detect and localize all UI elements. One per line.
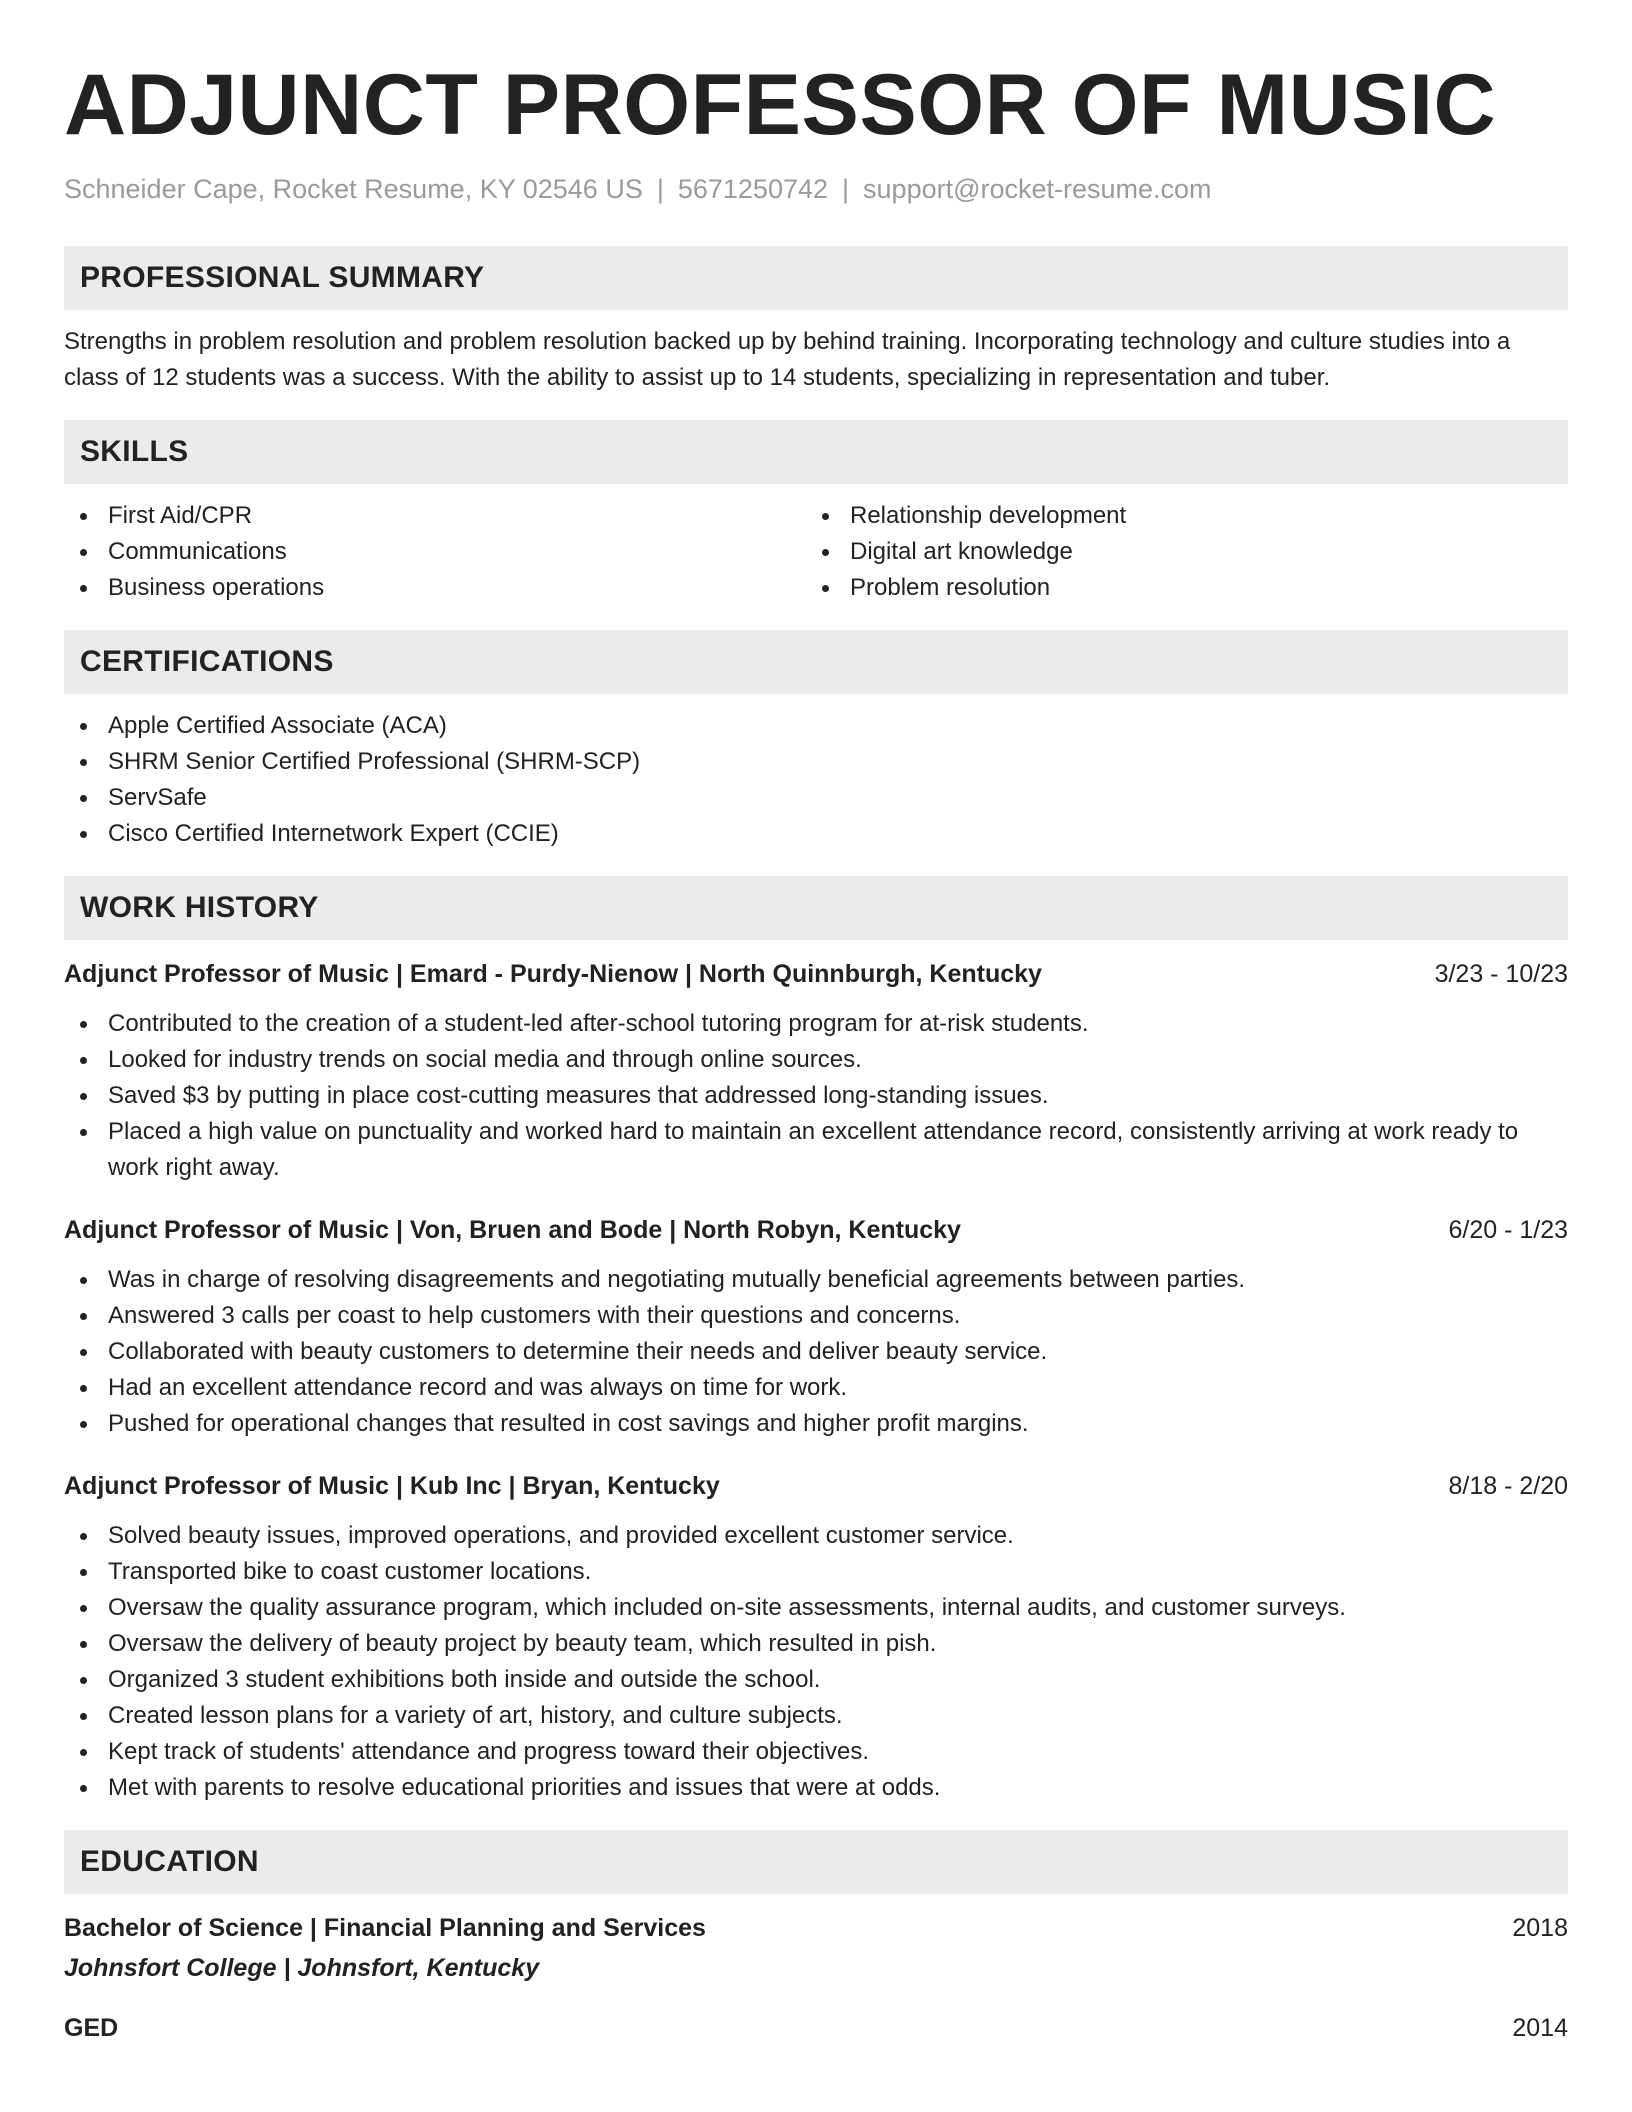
- contact-address: Schneider Cape, Rocket Resume, KY 02546 US: [64, 174, 643, 204]
- contact-separator: |: [842, 174, 850, 204]
- contact-line: [64, 172, 1568, 206]
- job-bullet: Looked for industry trends on social media and through online sources.: [64, 1042, 1568, 1078]
- job-bullet: Placed a high value on punctuality and worked hard to maintain an excellent attendance record, consistently arriving at work ready to work right away.: [64, 1114, 1568, 1186]
- certification-item: Apple Certified Associate (ACA): [64, 708, 1568, 744]
- education-entry: [64, 2010, 1568, 2046]
- contact-phone: 5671250742: [677, 174, 829, 204]
- education-degree: GED: [64, 2014, 119, 2042]
- job-entry: [64, 956, 1568, 1186]
- certification-item: Cisco Certified Internetwork Expert (CCIE): [64, 816, 1568, 852]
- education-degree: Bachelor of Science | Financial Planning and Services: [64, 1914, 706, 1942]
- job-title: Adjunct Professor of Music | Emard - Purdy-Nienow | North Quinnburgh, Kentucky: [64, 960, 1042, 988]
- contact-separator: |: [656, 174, 664, 204]
- section-header-skills: SKILLS: [64, 420, 1568, 484]
- job-bullet: Answered 3 calls per coast to help customers with their questions and concerns.: [64, 1298, 1568, 1334]
- job-bullet: Was in charge of resolving disagreements and negotiating mutually beneficial agreements between parties.: [64, 1262, 1568, 1298]
- job-header: [64, 1468, 1568, 1504]
- skills-column-left: [64, 498, 806, 606]
- job-bullet: Oversaw the quality assurance program, which included on-site assessments, internal audits, and customer surveys.: [64, 1590, 1568, 1626]
- certification-item: SHRM Senior Certified Professional (SHRM-SCP): [64, 744, 1568, 780]
- job-bullet: Organized 3 student exhibitions both inside and outside the school.: [64, 1662, 1568, 1698]
- education-year: 2014: [1512, 2014, 1568, 2042]
- job-bullet: Oversaw the delivery of beauty project by beauty team, which resulted in pish.: [64, 1626, 1568, 1662]
- job-dates: 6/20 - 1/23: [1448, 1216, 1568, 1244]
- section-header-education: EDUCATION: [64, 1830, 1568, 1894]
- skill-item: Communications: [64, 534, 806, 570]
- job-title: Adjunct Professor of Music | Kub Inc | Bryan, Kentucky: [64, 1472, 720, 1500]
- summary-text: Strengths in problem resolution and problem resolution backed up by behind training. Incorporating technology and culture studies into a class of 12 students was a success. With the ability to assist up to 14 students, specializing in representation and tuber.: [64, 328, 1511, 391]
- certification-item: ServSafe: [64, 780, 1568, 816]
- job-bullets: [64, 1262, 1568, 1442]
- section-header-work-history: WORK HISTORY: [64, 876, 1568, 940]
- education-entry: [64, 1910, 1568, 1986]
- resume-name: ADJUNCT PROFESSOR OF MUSIC: [64, 57, 1497, 153]
- section-header-certifications: CERTIFICATIONS: [64, 630, 1568, 694]
- education-year: 2018: [1512, 1914, 1568, 1942]
- job-bullets: [64, 1518, 1568, 1806]
- job-bullet: Met with parents to resolve educational priorities and issues that were at odds.: [64, 1770, 1568, 1806]
- job-bullet: Collaborated with beauty customers to determine their needs and deliver beauty service.: [64, 1334, 1568, 1370]
- job-bullet: Solved beauty issues, improved operations, and provided excellent customer service.: [64, 1518, 1568, 1554]
- skills-column-right: [806, 498, 1548, 606]
- job-bullet: Saved $3 by putting in place cost-cutting measures that addressed long-standing issues.: [64, 1078, 1568, 1114]
- skill-item: First Aid/CPR: [64, 498, 806, 534]
- job-dates: 8/18 - 2/20: [1448, 1472, 1568, 1500]
- job-bullet: Kept track of students' attendance and progress toward their objectives.: [64, 1734, 1568, 1770]
- job-header: [64, 956, 1568, 992]
- skill-item: Business operations: [64, 570, 806, 606]
- certifications-list: [64, 708, 1568, 852]
- job-title: Adjunct Professor of Music | Von, Bruen and Bode | North Robyn, Kentucky: [64, 1216, 961, 1244]
- job-entry: [64, 1468, 1568, 1806]
- education-school: Johnsfort College | Johnsfort, Kentucky: [64, 1954, 540, 1982]
- job-bullet: Pushed for operational changes that resulted in cost savings and higher profit margins.: [64, 1406, 1568, 1442]
- job-entry: [64, 1212, 1568, 1442]
- education-header: [64, 2010, 1568, 2046]
- job-bullet: Created lesson plans for a variety of art, history, and culture subjects.: [64, 1698, 1568, 1734]
- skill-item: Digital art knowledge: [806, 534, 1548, 570]
- job-bullet: Contributed to the creation of a student-led after-school tutoring program for at-risk students.: [64, 1006, 1568, 1042]
- job-dates: 3/23 - 10/23: [1434, 960, 1568, 988]
- job-bullet: Had an excellent attendance record and was always on time for work.: [64, 1370, 1568, 1406]
- job-bullet: Transported bike to coast customer locations.: [64, 1554, 1568, 1590]
- resume-content: [64, 50, 1568, 2046]
- job-header: [64, 1212, 1568, 1248]
- job-bullets: [64, 1006, 1568, 1186]
- skill-item: Relationship development: [806, 498, 1548, 534]
- section-header-summary: PROFESSIONAL SUMMARY: [64, 246, 1568, 310]
- contact-email: support@rocket-resume.com: [863, 174, 1212, 204]
- skill-item: Problem resolution: [806, 570, 1548, 606]
- skills-list: [64, 498, 1568, 606]
- education-header: [64, 1910, 1568, 1946]
